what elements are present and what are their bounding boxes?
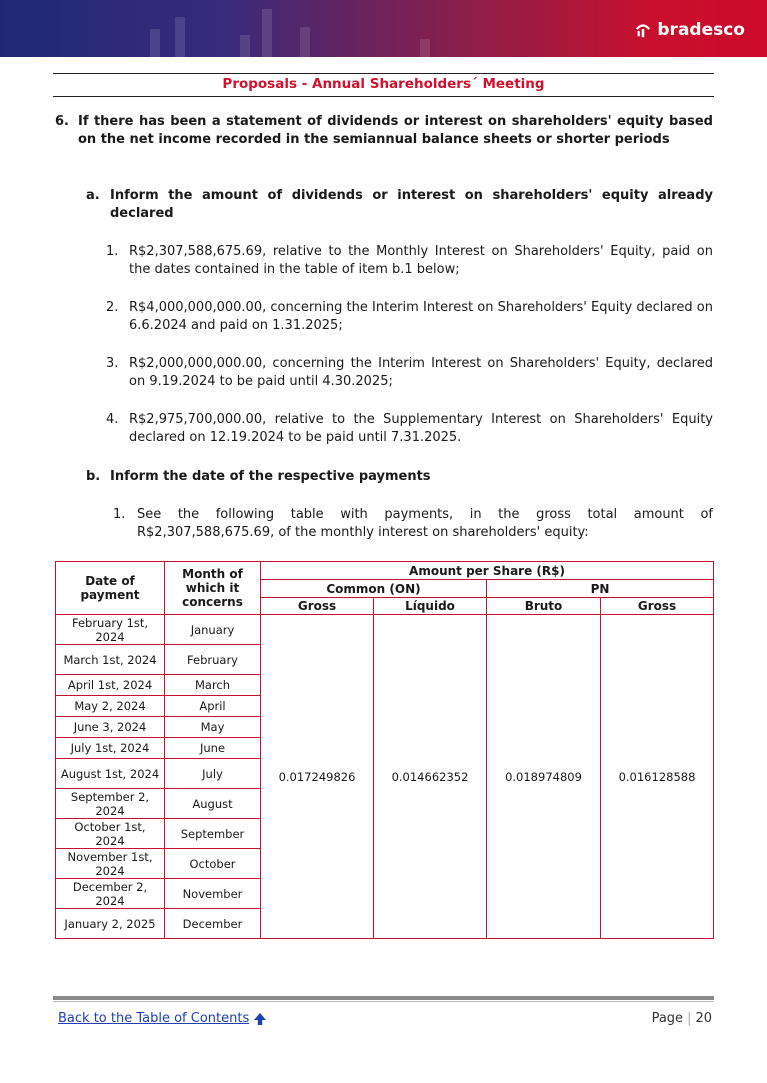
cell-date: December 2, 2024: [56, 879, 165, 909]
arrow-up-icon: [253, 1012, 267, 1026]
page-title: Proposals - Annual Shareholders´ Meeting: [222, 76, 545, 92]
cell-date: August 1st, 2024: [56, 759, 165, 789]
cell-month: January: [165, 615, 261, 645]
page-number: 20: [695, 1011, 712, 1026]
list-item-number: 1.: [106, 244, 119, 259]
header-amount: Amount per Share (R$): [261, 562, 714, 580]
subsection-b-heading: Inform the date of the respective payments: [110, 469, 431, 484]
table-row: [56, 615, 714, 645]
cell-date: November 1st, 2024: [56, 849, 165, 879]
banner-decor-bar: [240, 35, 250, 57]
list-item-number: 2.: [106, 300, 119, 315]
banner-decor-bar: [262, 9, 272, 57]
subsection-b-label: b.: [86, 469, 101, 484]
cell-common-gross: 0.017249826: [261, 615, 374, 939]
brand-name: bradesco: [657, 20, 745, 40]
cell-common-liquido: 0.014662352: [374, 615, 487, 939]
cell-month: September: [165, 819, 261, 849]
subsection-a-heading: Inform the amount of dividends or interest on shareholders' equity already declared: [110, 188, 713, 221]
cell-month: August: [165, 789, 261, 819]
banner-decor-bar: [420, 39, 430, 57]
header-common-gross: Gross: [261, 598, 374, 615]
bradesco-tree-icon: [634, 21, 652, 39]
cell-pn-gross: 0.016128588: [601, 615, 714, 939]
cell-date: October 1st, 2024: [56, 819, 165, 849]
banner-decor-bar: [150, 29, 160, 57]
list-item-text: R$2,307,588,675.69, relative to the Monthly Interest on Shareholders' Equity, paid on the dates contained in the table of item b.1 below;: [129, 244, 713, 277]
list-item-text: See the following table with payments, in the gross total amount of R$2,307,588,675.69, of the monthly interest on shareholders' equity:: [137, 507, 713, 540]
cell-month: July: [165, 759, 261, 789]
list-item-text: R$4,000,000,000.00, concerning the Interim Interest on Shareholders' Equity declared on 6.6.2024 and paid on 1.31.2025;: [129, 300, 713, 333]
list-item-number: 1.: [113, 507, 126, 522]
cell-date: May 2, 2024: [56, 696, 165, 717]
cell-pn-bruto: 0.018974809: [487, 615, 601, 939]
header-pn: PN: [487, 580, 714, 598]
list-item-text: R$2,975,700,000.00, relative to the Supplementary Interest on Shareholders' Equity declared on 12.19.2024 to be paid until 7.31.2025.: [129, 412, 713, 445]
cell-month: October: [165, 849, 261, 879]
back-to-toc-link[interactable]: [58, 1011, 267, 1026]
header-month: Month of which it concerns: [165, 562, 261, 615]
title-rule-bottom: [53, 96, 714, 97]
cell-date: March 1st, 2024: [56, 645, 165, 675]
cell-month: May: [165, 717, 261, 738]
header-date: Date of payment: [56, 562, 165, 615]
cell-month: November: [165, 879, 261, 909]
cell-month: March: [165, 675, 261, 696]
subsection-a-label: a.: [86, 188, 100, 203]
cell-date: January 2, 2025: [56, 909, 165, 939]
page-indicator: [652, 1011, 712, 1026]
cell-date: April 1st, 2024: [56, 675, 165, 696]
cell-date: July 1st, 2024: [56, 738, 165, 759]
page-separator: |: [687, 1011, 692, 1026]
cell-date: September 2, 2024: [56, 789, 165, 819]
header-pn-bruto: Bruto: [487, 598, 601, 615]
bradesco-logo: [634, 20, 745, 40]
section-heading: If there has been a statement of dividends or interest on shareholders' equity based on the net income recorded in the semiannual balance sheets or shorter periods: [78, 114, 713, 147]
header-common-liquido: Líquido: [374, 598, 487, 615]
footer-rule: [53, 996, 714, 1000]
banner-decor-bar: [175, 17, 185, 57]
cell-month: December: [165, 909, 261, 939]
cell-month: June: [165, 738, 261, 759]
header-banner: [0, 0, 767, 57]
list-item-text: R$2,000,000,000.00, concerning the Interim Interest on Shareholders' Equity, declared on 9.19.2024 to be paid until 4.30.2025;: [129, 356, 713, 389]
cell-date: February 1st, 2024: [56, 615, 165, 645]
banner-decor-bar: [300, 27, 310, 57]
back-to-toc-label: Back to the Table of Contents: [58, 1011, 250, 1026]
title-rule-top: [53, 73, 714, 74]
cell-month: April: [165, 696, 261, 717]
payments-table: [55, 561, 714, 939]
cell-month: February: [165, 645, 261, 675]
list-item-number: 4.: [106, 412, 119, 427]
header-pn-gross: Gross: [601, 598, 714, 615]
list-item-number: 3.: [106, 356, 119, 371]
footer-rule-thin: [53, 1001, 714, 1002]
page-label: Page: [651, 1011, 684, 1026]
header-common: Common (ON): [261, 580, 487, 598]
section-number: 6.: [55, 114, 69, 129]
cell-date: June 3, 2024: [56, 717, 165, 738]
